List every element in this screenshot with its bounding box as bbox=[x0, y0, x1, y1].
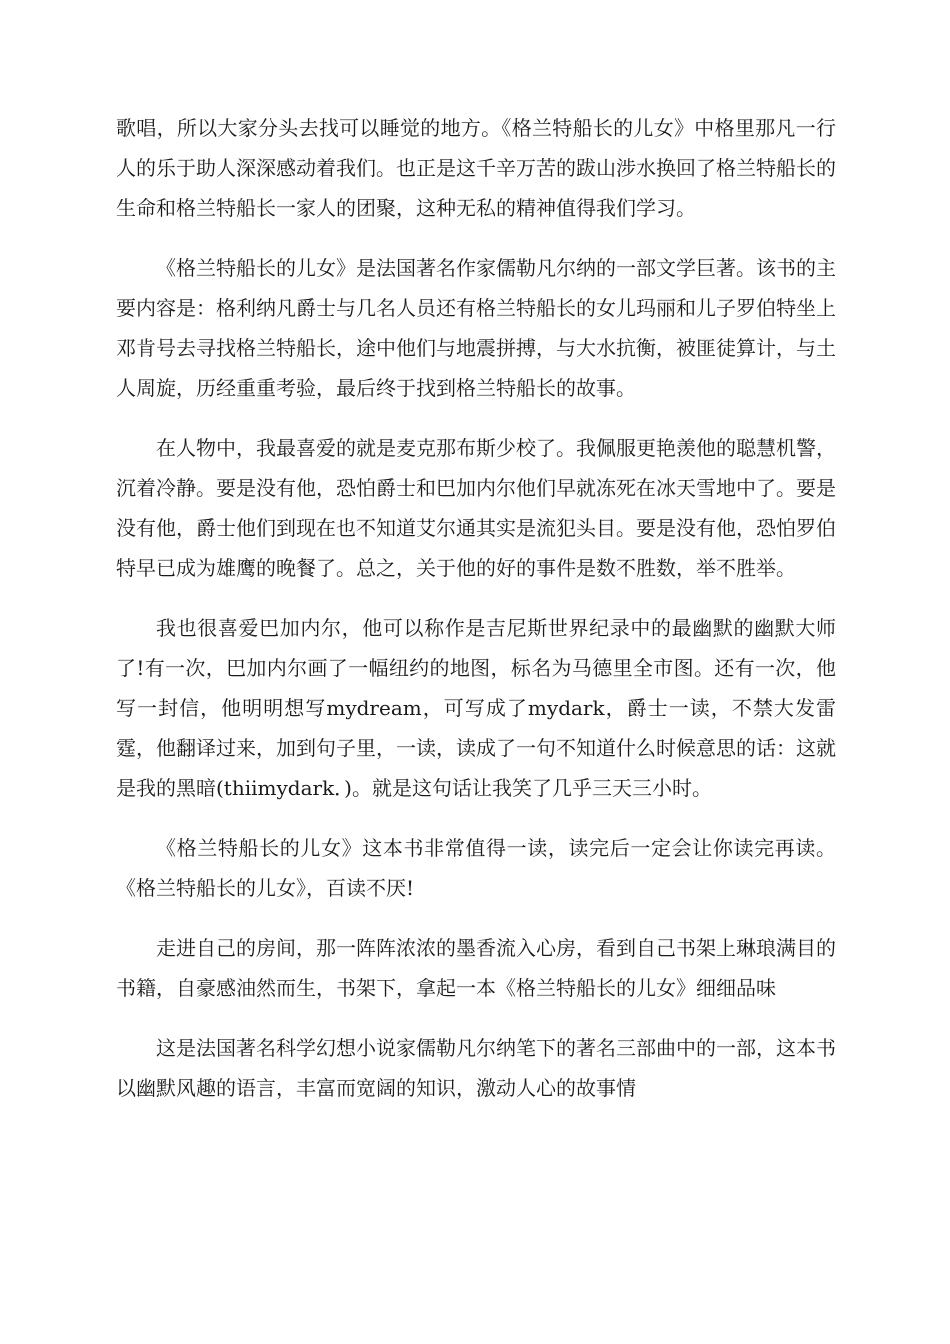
paragraph-3: 在人物中，我最喜爱的就是麦克那布斯少校了。我佩服更艳羡他的聪慧机警，沉着冷静。要是没有他，恐怕爵士和巴加内尔他们早就冻死在冰天雪地中了。要是没有他，爵士他们到现在也不知道艾尔通其实是流犯头目。要是没有他，恐怕罗伯特早已成为雄鹰的晚餐了。总之，关于他的好的事件是数不胜数，举不胜举。 bbox=[116, 436, 836, 580]
paragraph-1: 歌唱，所以大家分头去找可以睡觉的地方。《格兰特船长的儿女》中格里那凡一行人的乐于助人深深感动着我们。也正是这千辛万苦的跋山涉水换回了格兰特船长的生命和格兰特船长一家人的团聚，这种无私的精神值得我们学习。 bbox=[116, 116, 836, 220]
paragraph-6: 走进自己的房间，那一阵阵浓浓的墨香流入心房，看到自己书架上琳琅满目的书籍，自豪感油然而生，书架下，拿起一本《格兰特船长的儿女》细细品味 bbox=[116, 936, 836, 1000]
document-body bbox=[116, 108, 836, 1128]
paragraph-7: 这是法国著名科学幻想小说家儒勒凡尔纳笔下的著名三部曲中的一部，这本书以幽默风趣的语言，丰富而宽阔的知识，激动人心的故事情 bbox=[116, 1036, 836, 1100]
paragraph-2: 《格兰特船长的儿女》是法国著名作家儒勒凡尔纳的一部文学巨著。该书的主要内容是：格利纳凡爵士与几名人员还有格兰特船长的女儿玛丽和儿子罗伯特坐上邓肯号去寻找格兰特船长，途中他们与地震拼搏，与大水抗衡，被匪徒算计，与土人周旋，历经重重考验，最后终于找到格兰特船长的故事。 bbox=[116, 256, 836, 400]
paragraph-5: 《格兰特船长的儿女》这本书非常值得一读，读完后一定会让你读完再读。《格兰特船长的儿女》，百读不厌! bbox=[116, 836, 836, 900]
paragraph-4: 我也很喜爱巴加内尔，他可以称作是吉尼斯世界纪录中的最幽默的幽默大师了!有一次，巴加内尔画了一幅纽约的地图，标名为马德里全市图。还有一次，他写一封信，他明明想写mydream，可写成了mydark，爵士一读，不禁大发雷霆，他翻译过来，加到句子里，一读，读成了一句不知道什么时候意思的话：这就是我的黑暗(thiimydark．)。就是这句话让我笑了几乎三天三小时。 bbox=[116, 616, 836, 800]
